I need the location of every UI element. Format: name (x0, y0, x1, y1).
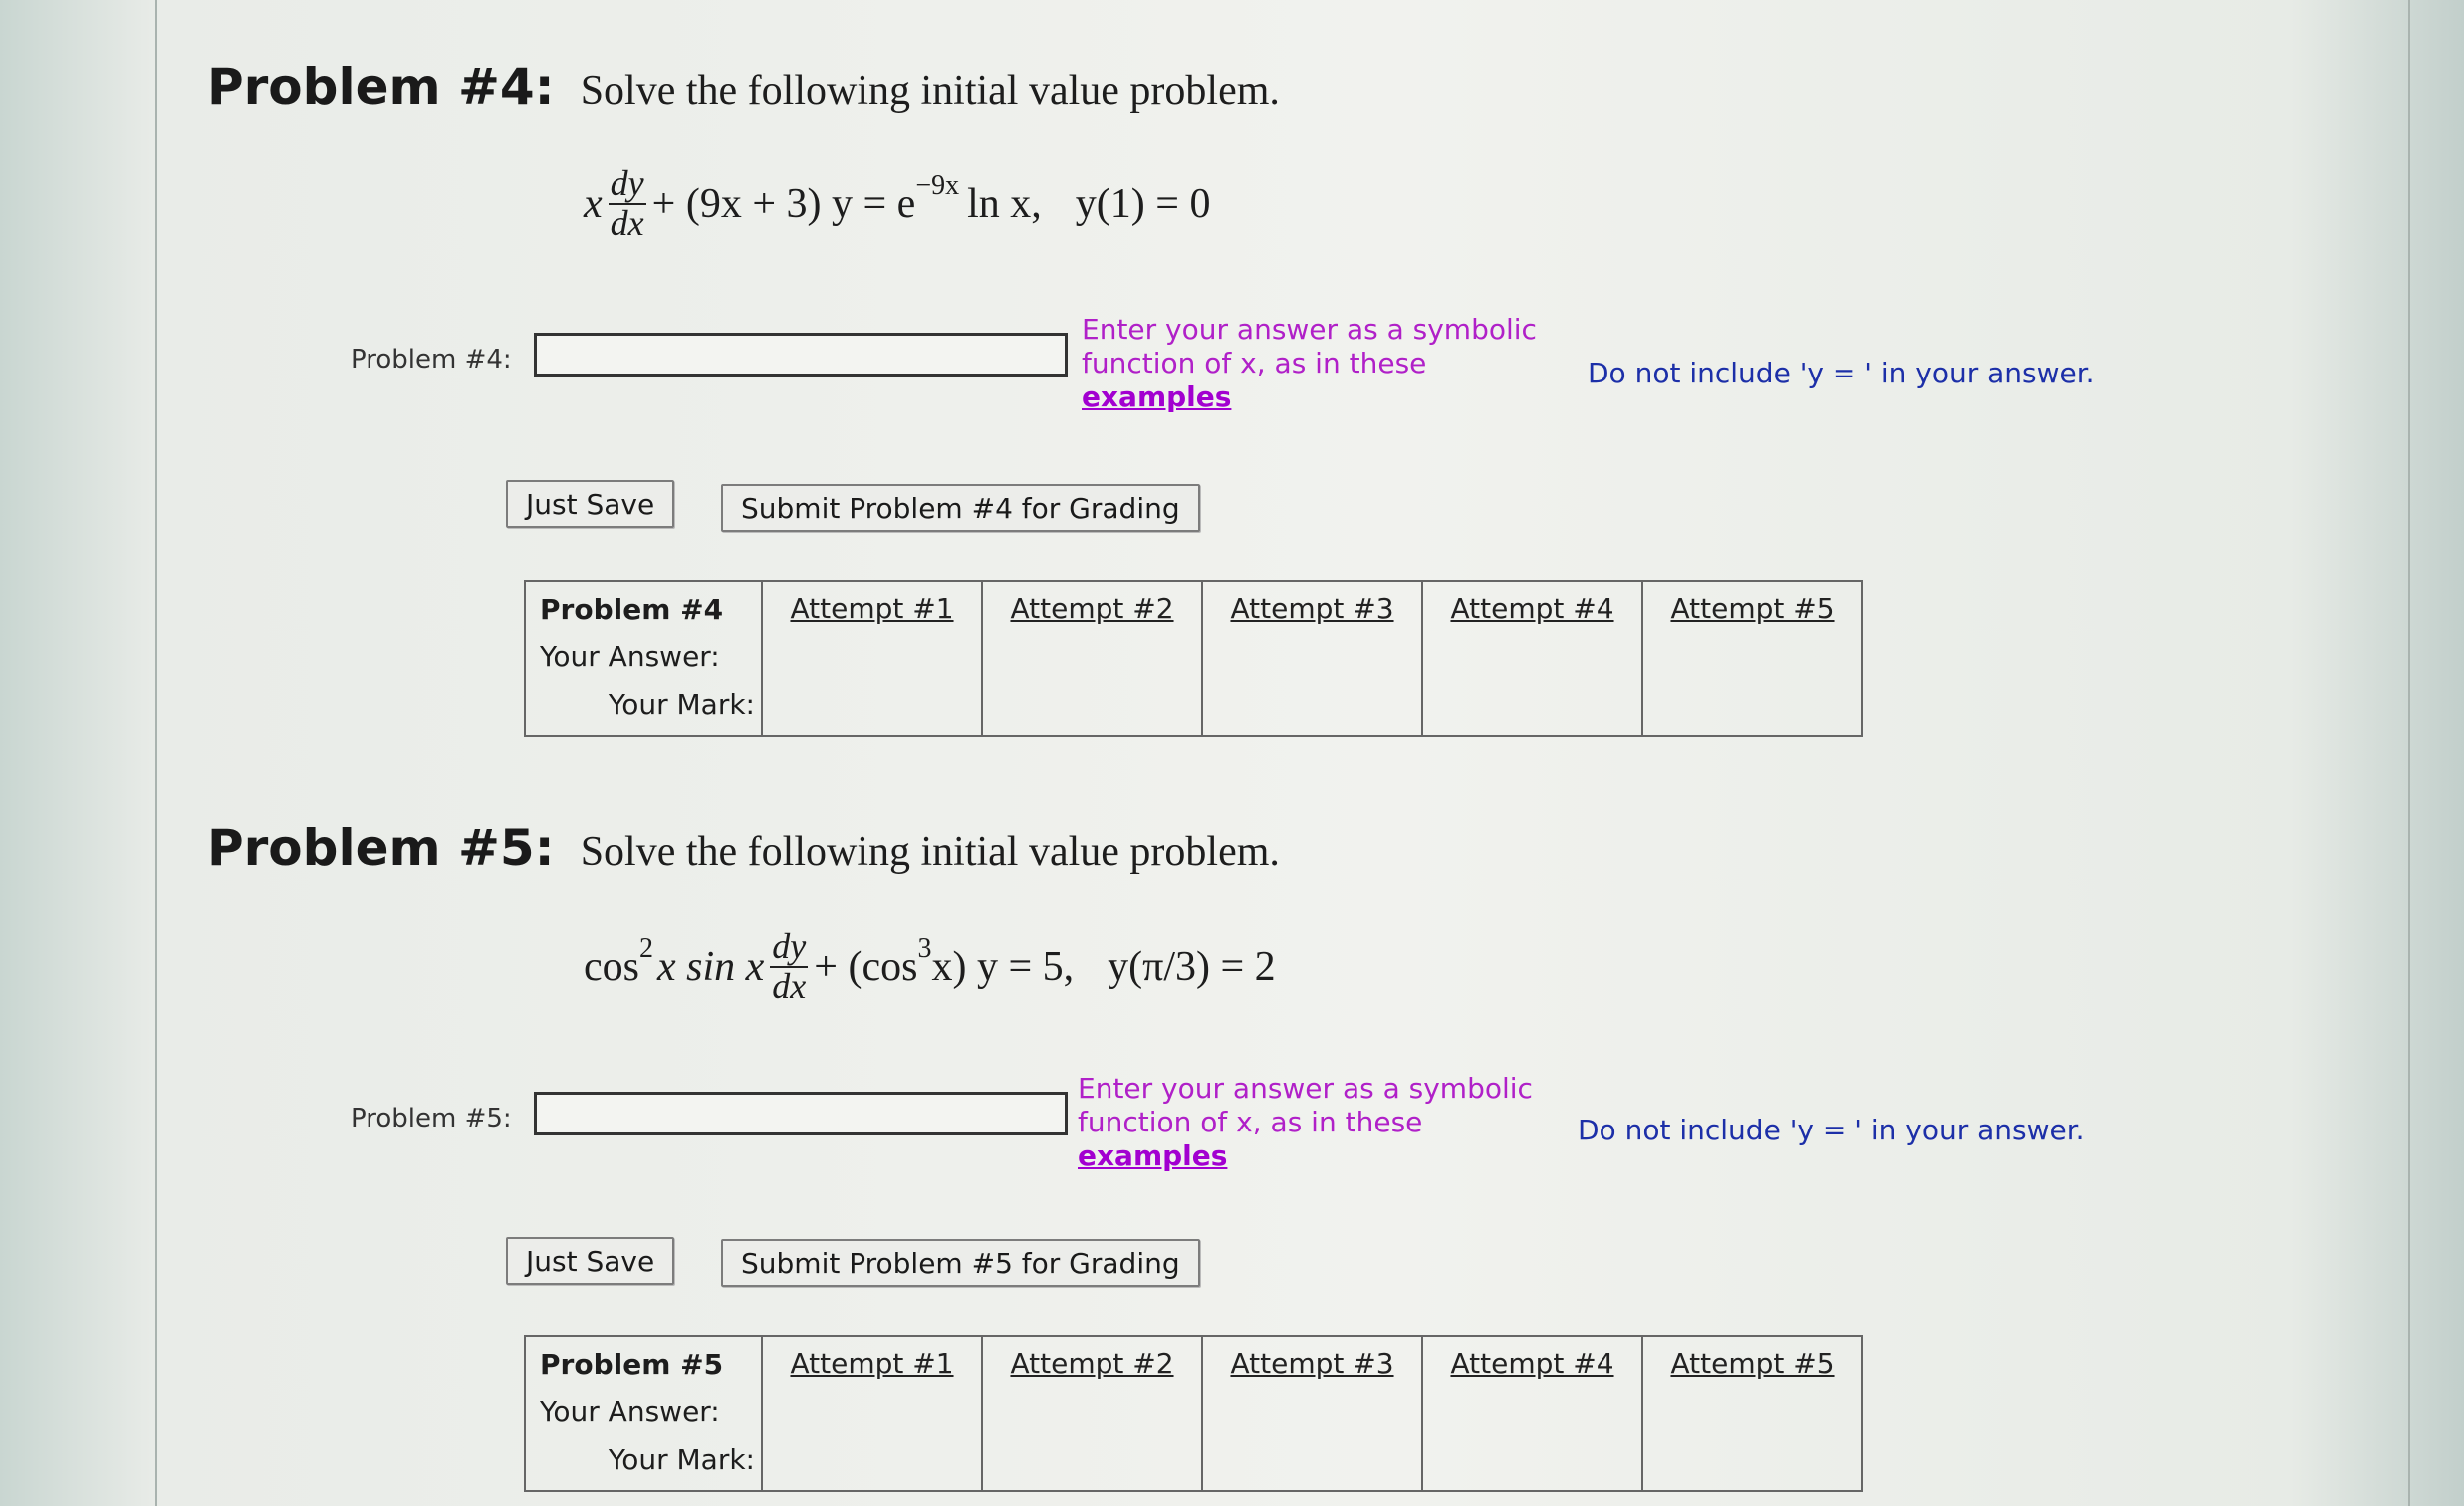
page-left-border (155, 0, 157, 1506)
problem-4-attempt-4-link[interactable]: Attempt #4 (1450, 592, 1614, 625)
eq5-mid: + (cos (814, 943, 918, 990)
problem-4-examples-link[interactable]: examples (1082, 380, 1232, 413)
problem-4-submit-button[interactable]: Submit Problem #4 for Grading (721, 484, 1200, 532)
eq5-lead-exponent: 2 (639, 932, 653, 964)
problem-4-table-header: Problem #4 (540, 593, 724, 626)
problem-4-your-mark-label: Your Mark: (608, 688, 755, 721)
problem-4-hint-text: Enter your answer as a symbolic function of x, as in these (1082, 313, 1537, 379)
problem-5-note: Do not include 'y = ' in your answer. (1578, 1114, 2085, 1146)
problem-5-attempt-2-cell (982, 1336, 1202, 1491)
problem-5-answer-input[interactable] (534, 1092, 1068, 1135)
eq5-derivative (770, 928, 808, 1006)
problem-4-description: Solve the following initial value problem. (580, 68, 1280, 114)
problem-5-attempt-4-link[interactable]: Attempt #4 (1450, 1347, 1614, 1380)
problem-5-description: Solve the following initial value problem. (580, 829, 1280, 875)
eq4-mid: + (9x + 3) y = e (651, 180, 916, 227)
problem-4-attempt-1-cell (762, 581, 982, 736)
problem-5-attempt-5-link[interactable]: Attempt #5 (1670, 1347, 1835, 1380)
problem-4-attempts-table (524, 580, 1863, 737)
problem-5-title: Problem #5: (207, 819, 555, 877)
eq4-condition: y(1) = 0 (1075, 180, 1211, 227)
eq4-exponent: −9x (915, 169, 960, 201)
problem-4-just-save-button[interactable]: Just Save (506, 480, 674, 528)
eq5-lead2: x sin x (657, 943, 765, 990)
problem-5-attempt-5-cell (1642, 1336, 1862, 1491)
problem-4-heading (207, 58, 1280, 116)
problem-5-hint-text: Enter your answer as a symbolic function of x, as in these (1078, 1072, 1533, 1138)
problem-4-attempt-5-link[interactable]: Attempt #5 (1670, 592, 1835, 625)
problem-5-your-mark-label: Your Mark: (608, 1443, 755, 1476)
eq4-tail: ln x, (967, 180, 1042, 227)
eq4-frac-den: dx (610, 202, 644, 243)
problem-5-submit-button[interactable]: Submit Problem #5 for Grading (721, 1239, 1200, 1287)
problem-4-hint (1082, 313, 1560, 414)
problem-4-attempt-5-cell (1642, 581, 1862, 736)
problem-5-attempt-3-cell (1202, 1336, 1422, 1491)
problem-4-your-answer-label: Your Answer: (540, 640, 720, 673)
problem-4-attempt-2-link[interactable]: Attempt #2 (1010, 592, 1174, 625)
eq5-frac-den: dx (772, 965, 807, 1006)
problem-4-answer-input[interactable] (534, 333, 1068, 376)
problem-4-attempt-4-cell (1422, 581, 1642, 736)
problem-5-just-save-button[interactable]: Just Save (506, 1237, 674, 1285)
problem-4-title: Problem #4: (207, 58, 555, 116)
eq5-mid-exponent: 3 (917, 932, 932, 964)
eq5-frac-num: dy (772, 926, 807, 966)
problem-5-attempt-1-link[interactable]: Attempt #1 (790, 1347, 954, 1380)
eq4-derivative (609, 165, 646, 243)
problem-5-attempt-2-link[interactable]: Attempt #2 (1010, 1347, 1174, 1380)
problem-5-equation (584, 928, 1276, 1006)
problem-4-equation (584, 165, 1210, 243)
problem-4-attempt-3-link[interactable]: Attempt #3 (1230, 592, 1394, 625)
problem-5-hint (1078, 1072, 1556, 1173)
problem-5-attempt-4-cell (1422, 1336, 1642, 1491)
problem-5-attempt-3-link[interactable]: Attempt #3 (1230, 1347, 1394, 1380)
problem-5-attempt-1-cell (762, 1336, 982, 1491)
eq5-mid2: x) y = 5, (931, 943, 1075, 990)
problem-5-answer-label: Problem #5: (351, 1104, 512, 1133)
problem-4-answer-label: Problem #4: (351, 345, 512, 375)
problem-5-table-rowhead (525, 1336, 762, 1491)
problem-4-attempt-3-cell (1202, 581, 1422, 736)
eq5-condition: y(π/3) = 2 (1108, 943, 1276, 990)
problem-4-attempt-1-link[interactable]: Attempt #1 (790, 592, 954, 625)
problem-5-table-header: Problem #5 (540, 1348, 724, 1380)
problem-4-attempt-2-cell (982, 581, 1202, 736)
problem-4-table-rowhead (525, 581, 762, 736)
eq4-frac-num: dy (610, 163, 644, 203)
eq4-lead: x (584, 180, 603, 227)
problem-5-heading (207, 819, 1280, 877)
eq5-lead: cos (584, 943, 639, 990)
problem-4-note: Do not include 'y = ' in your answer. (1588, 357, 2094, 389)
problem-5-examples-link[interactable]: examples (1078, 1139, 1228, 1172)
page-right-border (2408, 0, 2410, 1506)
problem-5-attempts-table (524, 1335, 1863, 1492)
problem-5-your-answer-label: Your Answer: (540, 1395, 720, 1428)
